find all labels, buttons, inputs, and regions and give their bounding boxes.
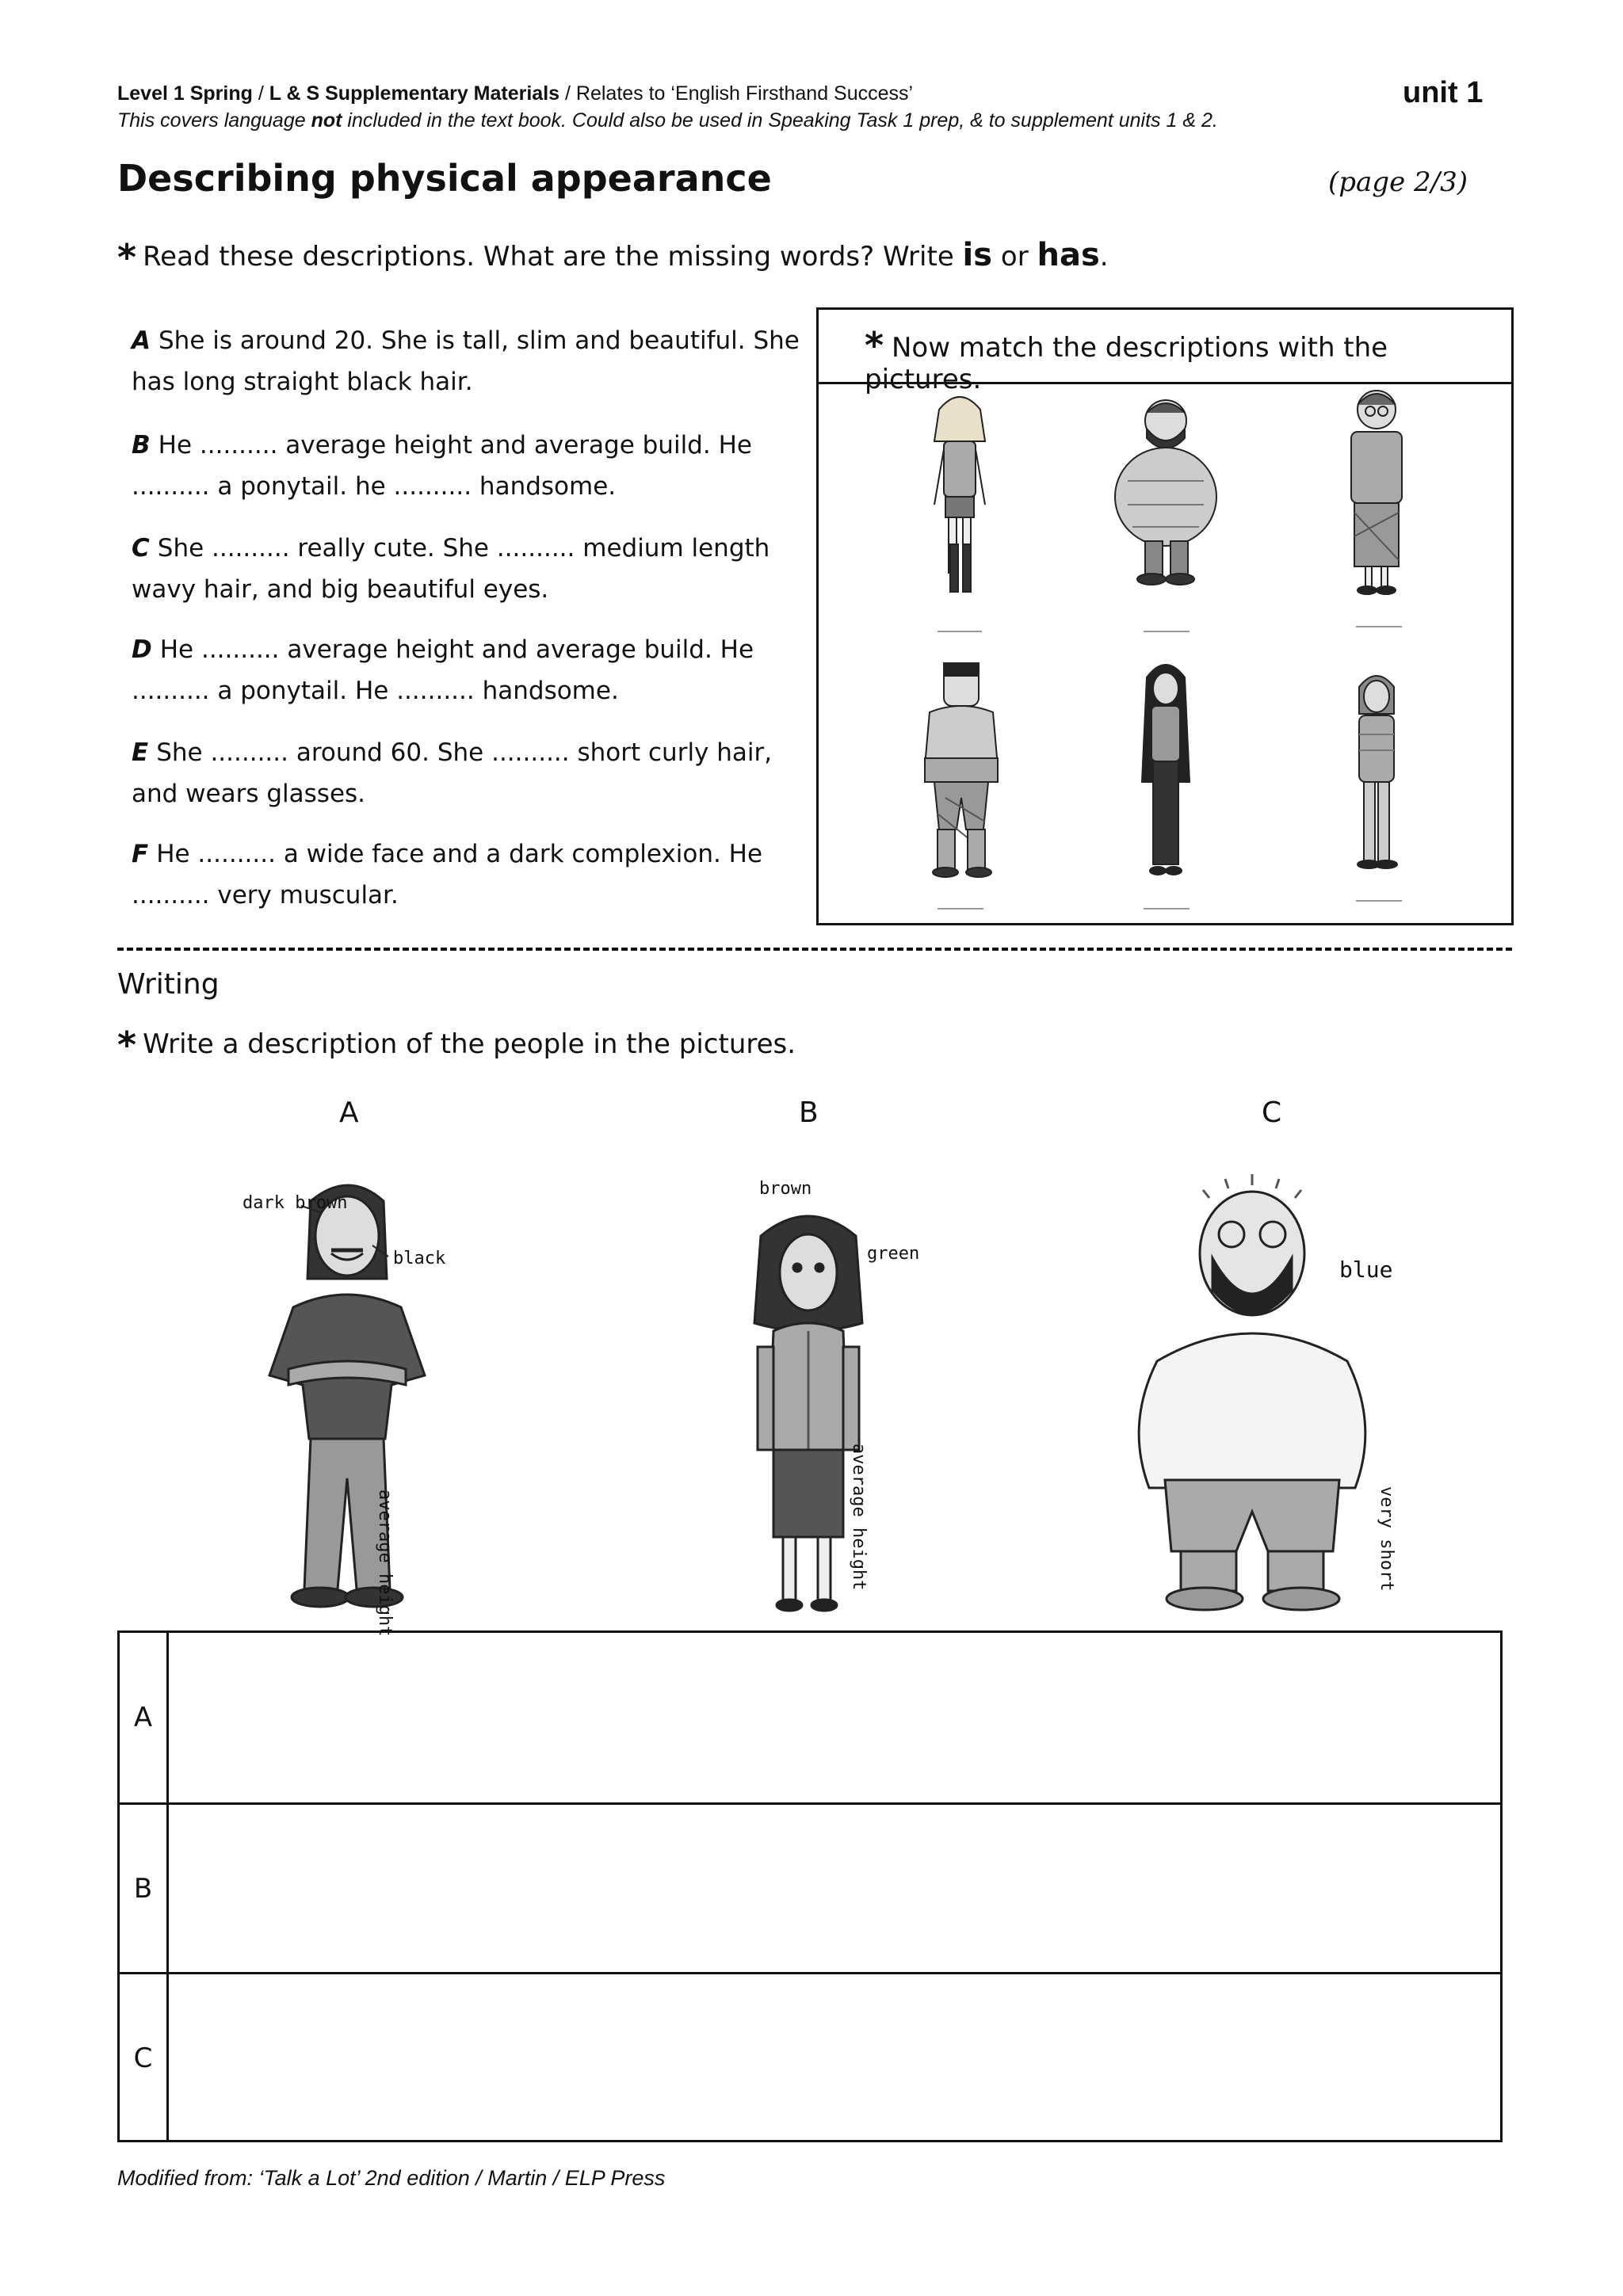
desc-label: D (132, 635, 152, 664)
answer-field-c[interactable] (169, 1974, 1500, 2142)
annotation-c-height: very short (1377, 1486, 1396, 1592)
header-sep: / (252, 82, 269, 105)
figure-a-man (238, 1177, 475, 1621)
row-label: B (120, 1805, 169, 1972)
header-materials: L & S Supplementary Materials (269, 82, 560, 105)
description-e (132, 732, 813, 814)
task1-text: Read these descriptions. What are the missing words? Write (143, 241, 963, 273)
desc-label: A (132, 326, 151, 355)
figure-label-b: B (799, 1097, 819, 1129)
page-indicator: (page 2/3) (1328, 166, 1468, 198)
picture-young-woman (934, 397, 985, 631)
note-not: not (311, 109, 342, 132)
desc-text: He .......... a wide face and a dark complexion. He .......... very muscular. (132, 840, 763, 910)
picture-older-woman (1351, 391, 1402, 627)
annotation-b-height: average height (849, 1444, 869, 1591)
star-icon: * (865, 324, 884, 367)
row-label: A (120, 1633, 169, 1802)
source-credit: Modified from: ‘Talk a Lot’ 2nd edition / Martin / ELP Press (117, 2166, 666, 2190)
writing-instruction-text: Write a description of the people in the pictures. (143, 1028, 796, 1060)
desc-text: She .......... around 60. She .......... short curly hair, and wears glasses. (132, 738, 773, 808)
word-or: or (992, 241, 1037, 273)
desc-label: F (132, 840, 149, 868)
answer-row-c (120, 1972, 1500, 2142)
unit-label: unit 1 (1403, 76, 1484, 109)
annotation-b-eyes: green (867, 1244, 920, 1264)
writing-instruction (117, 1024, 796, 1066)
annotation-b-hair: brown (759, 1179, 812, 1199)
description-c (132, 528, 813, 610)
header-line (117, 82, 913, 105)
desc-text: He .......... average height and average build. He .......... a ponytail. He .......... handsome. (132, 635, 754, 705)
row-label: C (120, 1974, 169, 2142)
answer-row-a (120, 1633, 1500, 1802)
match-instruction: Now match the descriptions with the pictures. (865, 332, 1388, 395)
answer-field-b[interactable] (169, 1805, 1500, 1972)
picture-muscular-man (925, 663, 998, 909)
description-b (132, 425, 813, 507)
desc-label: B (132, 431, 151, 460)
word-has: has (1037, 237, 1100, 273)
desc-text: She .......... really cute. She .......... medium length wavy hair, and big beautiful eyes. (132, 534, 770, 604)
header-relates: / Relates to ‘English Firsthand Success’ (559, 82, 914, 105)
picture-heavy-man (1115, 400, 1216, 631)
description-d (132, 629, 813, 711)
figure-label-c: C (1262, 1097, 1282, 1129)
task1-end: . (1099, 241, 1109, 273)
star-icon: * (117, 1024, 137, 1066)
description-a (132, 320, 813, 402)
description-f (132, 833, 813, 916)
desc-text: She is around 20. She is tall, slim and beautiful. She has long straight black hair. (132, 326, 800, 396)
desc-text: He .......... average height and average build. He .......... a ponytail. he .......... handsome. (132, 431, 752, 501)
desc-label: E (132, 738, 149, 767)
page-title: Describing physical appearance (117, 157, 772, 200)
figure-label-a: A (339, 1097, 359, 1129)
section-divider (117, 948, 1512, 951)
task1-instruction (117, 236, 1109, 279)
figure-c-man (1125, 1171, 1411, 1630)
annotation-a-height: average height (375, 1489, 395, 1637)
annotation-a-hair: dark brown (242, 1193, 348, 1213)
picture-long-hair-woman (1142, 665, 1190, 909)
match-box (816, 307, 1514, 925)
picture-bob-woman (1356, 676, 1402, 901)
header-level: Level 1 Spring (117, 82, 253, 105)
header-note (117, 109, 1218, 132)
match-pictures (819, 386, 1511, 925)
annotation-c-eyes: blue (1339, 1257, 1393, 1283)
answer-table (117, 1630, 1503, 2142)
match-header (819, 310, 1511, 395)
answer-field-a[interactable] (169, 1633, 1500, 1802)
note-post: included in the text book. Could also be used in Speaking Task 1 prep, & to supplement units 1 & 2. (342, 109, 1218, 132)
annotation-a-eyes: black (393, 1249, 446, 1268)
answer-row-b (120, 1802, 1500, 1972)
note-pre: This covers language (117, 109, 311, 132)
writing-heading: Writing (117, 968, 220, 1001)
star-icon: * (117, 236, 137, 279)
desc-label: C (132, 534, 150, 563)
word-is: is (962, 237, 993, 273)
